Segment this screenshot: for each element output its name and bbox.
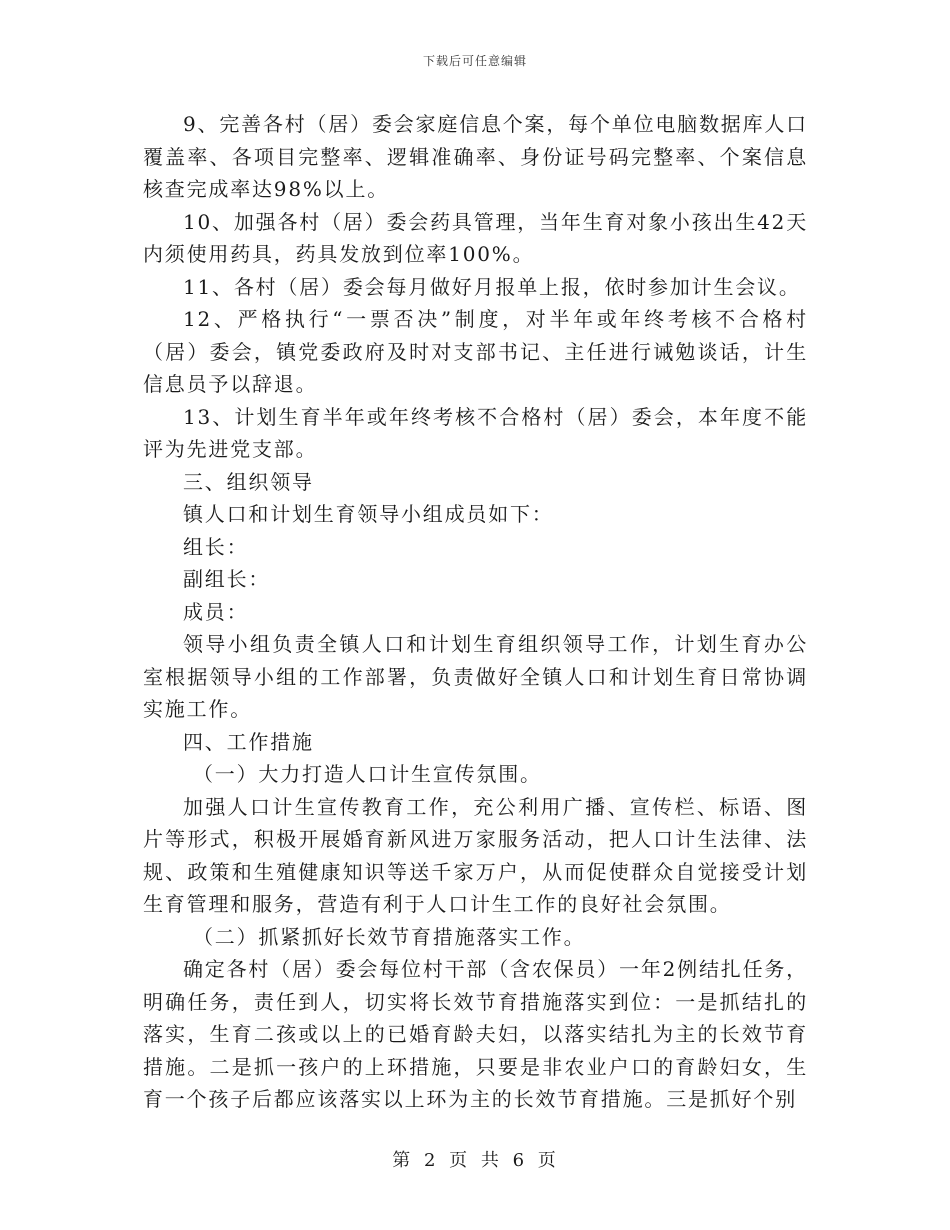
paragraph-item-10: 10、加强各村（居）委会药具管理，当年生育对象小孩出生42天内须使用药具，药具发放到位率100%。: [143, 209, 808, 266]
subheading-publicity: （一）大力打造人口计生宣传氛围。: [193, 762, 542, 786]
section-heading-organization: 三、组织领导: [183, 469, 314, 494]
paragraph-item-12: 12、严格执行“一票否决”制度，对半年或年终考核不合格村（居）委会，镇党委政府及时对支部书记、主任进行诫勉谈话，计生信息员予以辞退。: [143, 307, 808, 396]
section-heading-measures: 四、工作措施: [183, 729, 314, 754]
paragraph-leader: 组长：: [183, 534, 249, 559]
paragraph-item-9: 9、完善各村（居）委会家庭信息个案，每个单位电脑数据库人口覆盖率、各项目完整率、逻辑准确率、身份证号码完整率、个案信息核查完成率达98%以上。: [143, 112, 808, 201]
paragraph-contraception: 确定各村（居）委会每位村干部（含农保员）一年2例结扎任务，明确任务，责任到人，切实将长效节育措施落实到位：一是抓结扎的落实，生育二孩或以上的已婚育龄夫妇，以落实结扎为主的长效节育措施。二是抓一孩户的上环措施，只要是非农业户口的育龄妇女，生育一个孩子后都应该落实以上环为主的长效节育措施。三是抓好个别: [143, 957, 808, 1111]
paragraph-item-11: 11、各村（居）委会每月做好月报单上报，依时参加计生会议。: [183, 274, 801, 299]
paragraph-group-duties: 领导小组负责全镇人口和计划生育组织领导工作，计划生育办公室根据领导小组的工作部署，负责做好全镇人口和计划生育日常协调实施工作。: [143, 632, 808, 721]
paragraph-deputy-leader: 副组长：: [183, 567, 271, 591]
page-footer: 第 2 页 共 6 页: [392, 1150, 558, 1171]
page-header: 下载后可任意编辑: [422, 54, 527, 68]
document-body: [143, 108, 808, 1116]
paragraph-item-13: 13、计划生育半年或年终考核不合格村（居）委会，本年度不能评为先进党支部。: [143, 404, 808, 461]
subheading-contraception: （二）抓紧抓好长效节育措施落实工作。: [193, 924, 586, 949]
paragraph-members-intro: 镇人口和计划生育领导小组成员如下：: [183, 502, 554, 526]
paragraph-members: 成员：: [183, 599, 249, 624]
paragraph-publicity: 加强人口计生宣传教育工作，充公利用广播、宣传栏、标语、图片等形式，积极开展婚育新风进万家服务活动，把人口计生法律、法规、政策和生殖健康知识等送千家万户，从而促使群众自觉接受计划生育管理和服务，营造有利于人口计生工作的良好社会氛围。: [143, 794, 808, 916]
